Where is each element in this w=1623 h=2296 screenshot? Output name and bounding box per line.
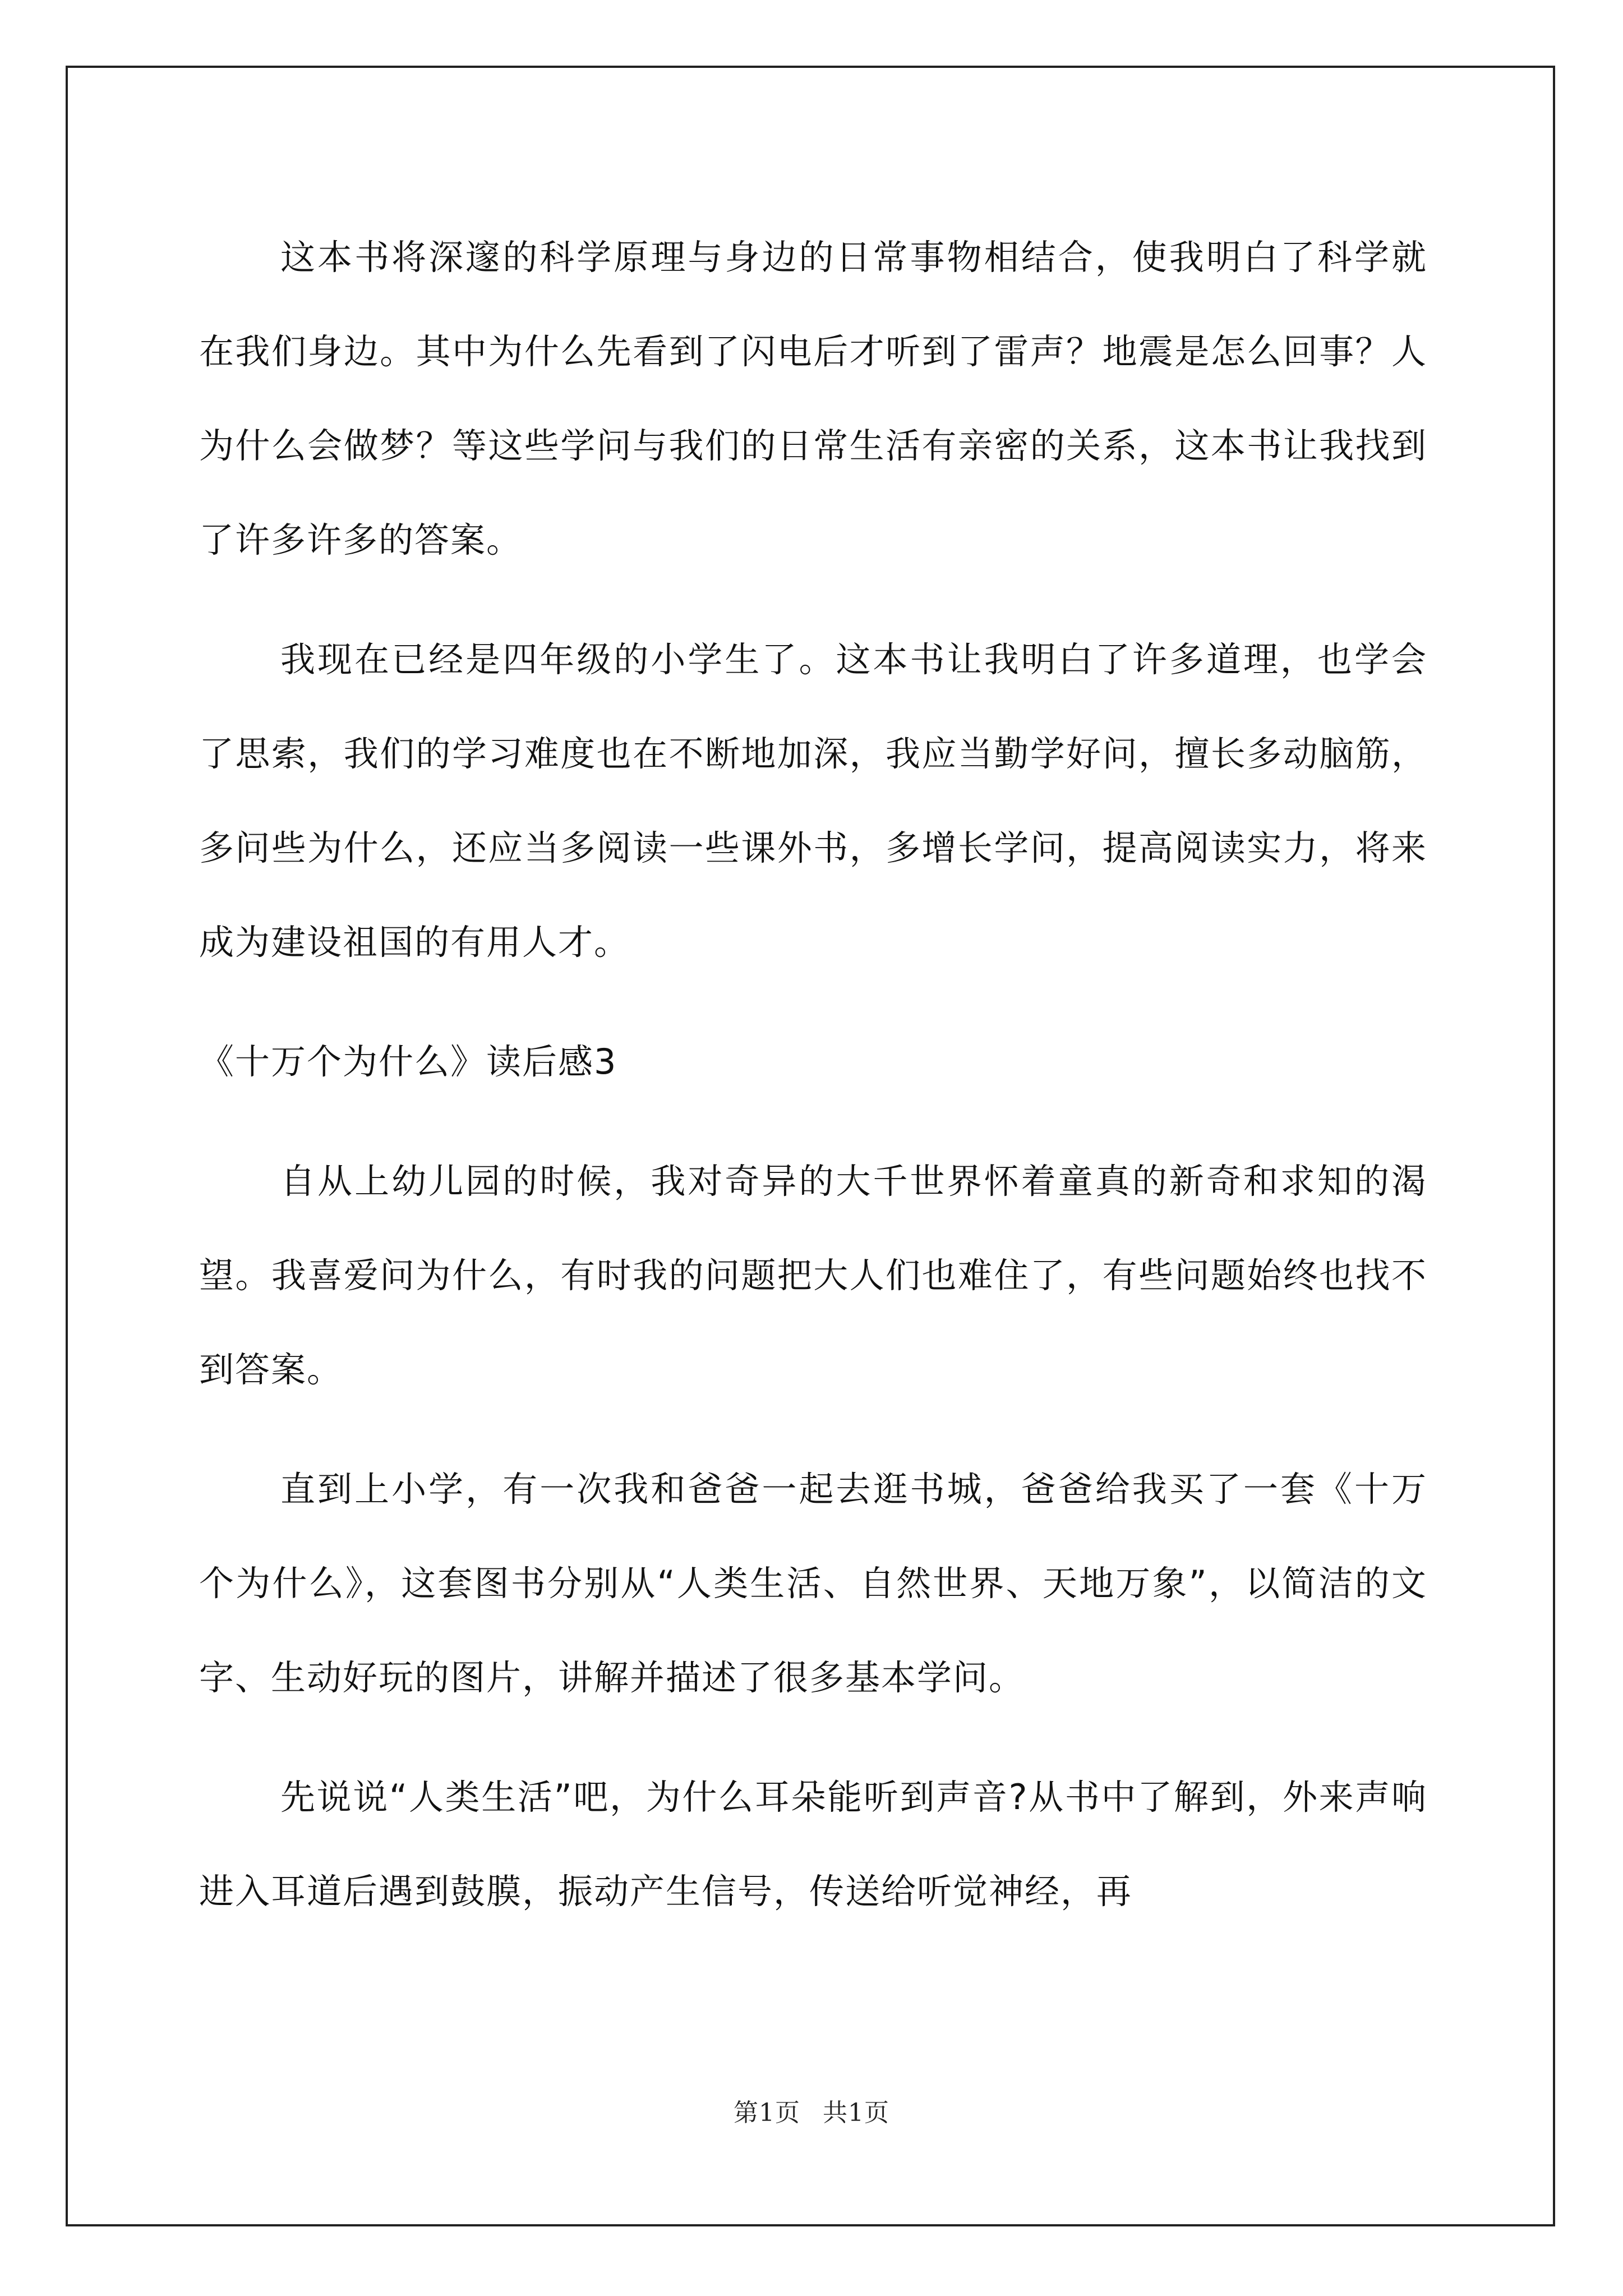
section-title: 《十万个为什么》读后感3 (199, 1041, 617, 1082)
page-total: 共1页 (823, 2099, 889, 2127)
page-number: 第1页 (734, 2099, 800, 2127)
paragraph-science: 这本书将深邃的科学原理与身边的日常事物相结合，使我明白了科学就在我们身边。其中为什么先看到了闪电后才听到了雷声？地震是怎么回事？人为什么会做梦？等这些学问与我们的日常生活有亲密的关系，这本书让我找到了许多许多的答案。 (199, 237, 1427, 560)
document-body (199, 210, 1427, 1939)
paragraph-human-life: 先说说“人类生活”吧，为什么耳朵能听到声音?从书中了解到，外来声响进入耳道后遇到鼓膜，振动产生信号，传送给听觉神经，再 (199, 1777, 1427, 1912)
paragraph-fourth-grade: 我现在已经是四年级的小学生了。这本书让我明白了许多道理，也学会了思索，我们的学习难度也在不断地加深，我应当勤学好问，擅长多动脑筋，多问些为什么，还应当多阅读一些课外书，多增长学问，提高阅读实力，将来成为建设祖国的有用人才。 (199, 639, 1427, 963)
paragraph-bookstore: 直到上小学，有一次我和爸爸一起去逛书城，爸爸给我买了一套《十万个为什么》，这套图书分别从“人类生活、自然世界、天地万象”，以简洁的文字、生动好玩的图片，讲解并描述了很多基本学问。 (199, 1469, 1427, 1698)
paragraph-kindergarten: 自从上幼儿园的时候，我对奇异的大千世界怀着童真的新奇和求知的渴望。我喜爱问为什么，有时我的问题把大人们也难住了，有些问题始终也找不到答案。 (199, 1161, 1427, 1390)
page-footer (0, 2092, 1623, 2128)
